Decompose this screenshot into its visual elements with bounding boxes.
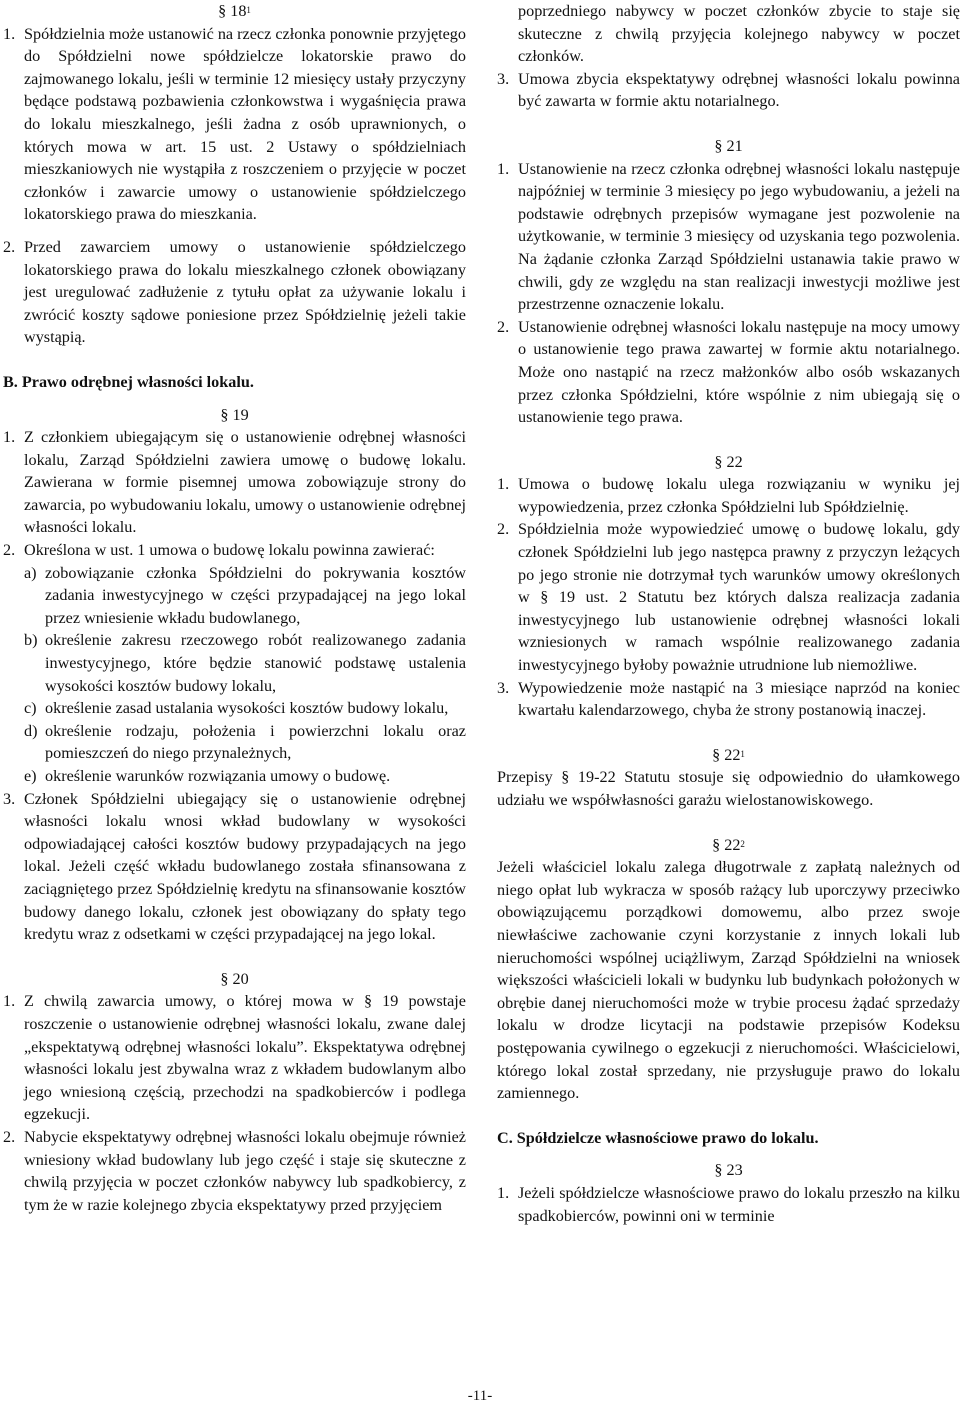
clause-21-2: 2. Ustanowienie odrębnej własności lokalu następuje na mocy umowy o ustanowienie tego prawa zawartej w formie aktu notarialnego. Może ono nastąpić na rzecz małżonków albo osób wskazanych przez członka Spółdzielni, które wspólnie z nim ubiegają się o ustanowienie tego prawa.: [497, 317, 960, 427]
clause-21-1: 1. Ustanowienie na rzecz członka odrębnej własności lokalu następuje najpóźniej w terminie 3 miesięcy po jego wybudowaniu, a jeżeli na podstawie odrębnych przepisów wymagane jest pozwolenie na użytkowanie, w terminie 3 miesięcy od uzyskania tego pozwolenia. Na żądanie członka Zarząd Spółdzielni ustanawia takie prawo w chwili, gdy ze względu na stan realizacji inwestycji możliwe jest przestrzenne oznaczenie lokalu.: [497, 159, 960, 314]
clause-22-1-text: Przepisy § 19-22 Statutu stosuje się odpowiednio do ułamkowego udziału we współwłasności garażu wielostanowiskowego.: [497, 768, 960, 809]
clause-18-1: 1. Spółdzielnia może ustanowić na rzecz członka ponownie przyjętego do Spółdzielni nowe spółdzielcze lokatorskie prawo do zajmowanego lokalu, jeśli w terminie 12 miesięcy ustały przyczyny będące podstawą pozbawienia członkowstwa i wygaśnięcia prawa do lokalu mieszkalnego, jeśli żadna z osób uprawnionych, o których mowa w art. 15 ust. 2 Ustawy o spółdzielniach mieszkaniowych nie wystąpiła z roszczeniem o przyjęcie w poczet członków i zawarcie umowy o ustanowienie spółdzielczego lokatorskiego prawa do mieszkania.: [3, 24, 466, 224]
clause-22-2: 2. Spółdzielnia może wypowiedzieć umowę o budowę lokalu, gdy członek Spółdzielni lub jego następca prawny z przyczyn leżących po jego stronie nie dotrzymał tych warunków umowy określonych w § 19 ust. 2 Statutu bez których dalsza realizacja zadania inwestycyjnego lub ustanowienie odrębnej własności lokali wzniesionych w ramach wspólnie realizowanego zadania inwestycyjnego byłoby poważnie utrudnione lub niemożliwe.: [497, 520, 960, 675]
clause-23-1: 1. Jeżeli spółdzielcze własnościowe prawo do lokalu przeszło na kilku spadkobierców, powinni oni w terminie: [497, 1183, 960, 1225]
clause-20-1: 1. Z chwilą zawarcia umowy, o której mowa w § 19 powstaje roszczenie o ustanowienie odrębnej własności lokalu, zwane dalej „ekspektatywą odrębnej własności lokalu”. Ekspektatywa odrębnej własności lokalu jest zbywalna wraz z wkładem budowlanym albo jego wniesioną częścią, przechodzi na spadkobierców i podlega egzekucji.: [3, 992, 466, 1124]
paragraph-heading-22: § 22: [714, 452, 743, 471]
subclause-19-2-a: a) zobowiązanie członka Spółdzielni do pokrywania kosztów zadania inwestycyjnego w części przypadającej na jego lokal przez wniesienie wkładu budowlanego,: [24, 563, 466, 627]
clause-20-3: 3. Umowa zbycia ekspektatywy odrębnej własności lokalu powinna być zawarta w formie aktu notarialnego.: [497, 69, 960, 111]
paragraph-heading-22-1: § $22^1$: [712, 745, 745, 764]
paragraph-heading-19: § 19: [220, 405, 249, 424]
clause-18-2: 2. Przed zawarciem umowy o ustanowienie spółdzielczego lokatorskiego prawa do lokalu mieszkalnego członek obowiązany jest uregulować zadłużenie z tytułu opłat za używanie lokalu i zwrócić koszty sądowe poniesione przez Spółdzielnię jeżeli takie wystąpią.: [3, 237, 466, 347]
clause-20-2-continuation: poprzedniego nabywcy w poczet członków zbycie to staje się skuteczne z chwilą przyjęcia kolejnego nabywcy w poczet członków.: [518, 2, 960, 66]
paragraph-heading-20: § 20: [220, 969, 249, 988]
clause-22-2-text: Jeżeli właściciel lokalu zalega długotrwale z zapłatą należnych od niego opłat lub wykracza w sposób rażący lub uporczywy przeciwko obowiązującemu porządkowi domowemu, albo przez swoje niewłaściwe zachowanie czyni korzystanie z innych lokali lub nieruchomości wspólnej uciążliwym, Zarząd Spółdzielni na wniosek większości właścicieli lokali w budynku lub budynkach położonych w obrębie danej nieruchomości może w trybie procesu żądać sprzedaży lokalu w drodze licytacji na podstawie przepisów Kodeksu postępowania cywilnego o egzekucji z nieruchomości. Właścicielowi, którego lokal został sprzedany, nie przysługuje prawo do lokalu zamiennego.: [497, 858, 960, 1103]
clause-19-1: 1. Z członkiem ubiegającym się o ustanowienie odrębnej własności lokalu, Zarząd Spółdzielni zawiera umowę o budowę lokalu. Zawierana w formie pisemnej umowa zobowiązuje strony do zawarcia, po wybudowaniu lokalu, umowy o ustanowienie odrębnej własności lokalu.: [3, 428, 466, 537]
section-b-title: B. Prawo odrębnej własności lokalu.: [3, 372, 254, 391]
paragraph-heading-21: § 21: [714, 136, 743, 155]
clause-22-3: 3. Wypowiedzenie może nastąpić na 3 miesiące naprzód na koniec kwartału kalendarzowego, chyba że strony postanowią inaczej.: [497, 678, 960, 720]
paragraph-heading-22-2: § $22^2$: [712, 835, 745, 854]
paragraph-heading-18-1: § $18^1$: [218, 2, 251, 20]
subclause-19-2-e: e) określenie warunków rozwiązania umowy o budowę.: [24, 767, 391, 785]
clause-19-3: 3. Członek Spółdzielni ubiegający się o ustanowienie odrębnej własności lokalu wnosi wkład budowlany w wysokości odpowiadającej całości kosztów budowy przypadających na jego lokal. Jeżeli część wkładu budowlanego została sfinansowana z zaciągniętego przez Spółdzielnię kredytu na sfinansowanie kosztów budowy danego lokalu, członek jest obowiązany do spłaty tego kredytu wraz z odsetkami w części przypadającej na jego lokal.: [3, 789, 466, 944]
paragraph-heading-23: § 23: [714, 1161, 743, 1180]
subclause-19-2-c: c) określenie zasad ustalania wysokości kosztów budowy lokalu,: [24, 699, 449, 718]
subclause-19-2-d: d) określenie rodzaju, położenia i powierzchni lokalu oraz pomieszczeń do niego przynależnych,: [24, 721, 466, 763]
subclause-19-2-b: b) określenie zakresu rzeczowego robót realizowanego zadania inwestycyjnego, które będzie stanowić podstawę ustalenia wysokości kosztów budowy lokalu,: [24, 631, 466, 695]
clause-22-1: 1. Umowa o budowę lokalu ulega rozwiązaniu w wyniku jej wypowiedzenia, przez członka Spółdzielni lub Spółdzielnię.: [497, 475, 960, 516]
clause-20-2: 2. Nabycie ekspektatywy odrębnej własności lokalu obejmuje również wniesiony wkład budowlany lub jego część i staje się skuteczne z chwilą przyjęcia w poczet członków nabywcy lub spadkobiercy, z tym że w razie kolejnego zbycia ekspektatywy przed przyjęciem: [3, 1127, 466, 1214]
clause-19-2: 2. Określona w ust. 1 umowa o budowę lokalu powinna zawierać:: [3, 541, 435, 560]
section-c-title: C. Spółdzielcze własnościowe prawo do lokalu.: [497, 1128, 819, 1147]
page-number: -11-: [467, 1388, 493, 1404]
right-column: [497, 0, 960, 1227]
left-column: [3, 0, 466, 1216]
